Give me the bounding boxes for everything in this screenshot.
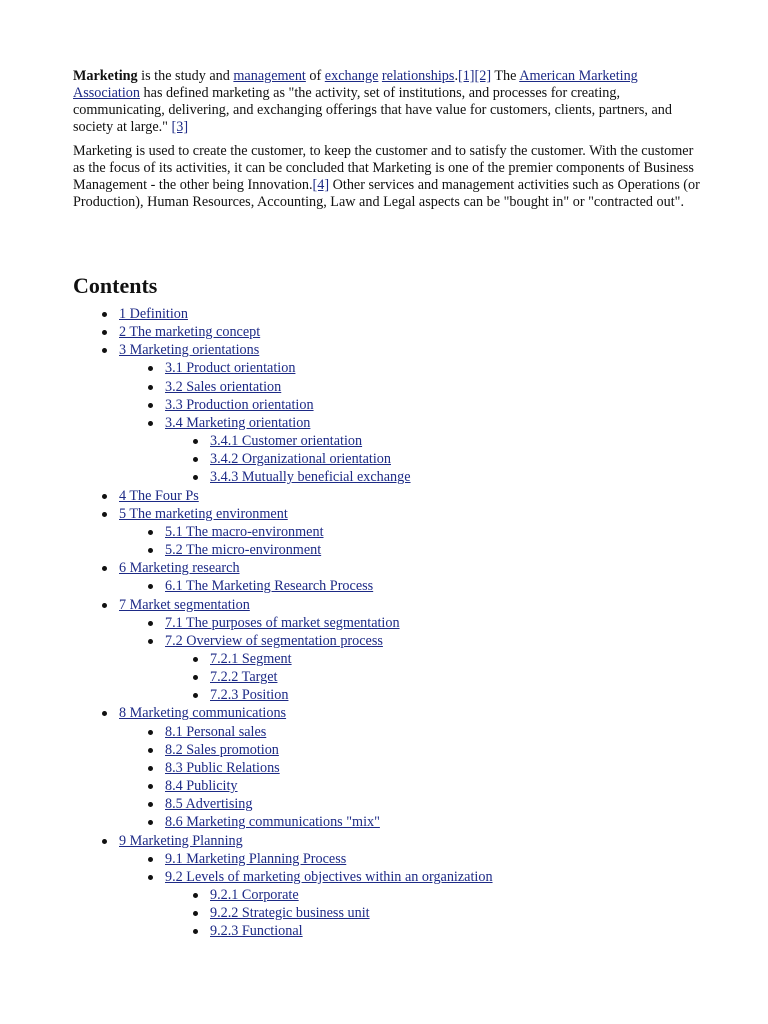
toc-row [0, 723, 768, 741]
bullet-icon [193, 693, 198, 698]
toc-link-3-3-production-orientation[interactable]: 3.3 Production orientation [165, 396, 314, 413]
bullet-icon [148, 875, 153, 880]
toc-item [0, 541, 768, 559]
toc-link-5-2-the-micro-environment[interactable]: 5.2 The micro-environment [165, 542, 322, 559]
toc-item [0, 632, 768, 705]
bullet-icon [102, 711, 107, 716]
toc-sublist [0, 577, 768, 595]
toc-link-3-marketing-orientations[interactable]: 3 Marketing orientations [119, 342, 260, 359]
toc-item [0, 668, 768, 686]
link-relationships[interactable]: relationships [381, 68, 455, 84]
bullet-icon [102, 839, 107, 844]
contents-heading: Contents [73, 273, 158, 298]
toc-item [0, 468, 768, 486]
toc-item [0, 832, 768, 941]
toc-link-7-2-1-segment[interactable]: 7.2.1 Segment [210, 650, 292, 667]
toc-link-9-2-2-strategic-business-unit[interactable]: 9.2.2 Strategic business unit [210, 905, 370, 922]
toc-item [0, 922, 768, 940]
toc-item [0, 777, 768, 795]
toc-link-7-2-3-position[interactable]: 7.2.3 Position [210, 687, 289, 704]
toc-row [0, 850, 768, 868]
toc-link-1-definition[interactable]: 1 Definition [119, 306, 188, 322]
link-exchange[interactable]: exchange [324, 68, 379, 84]
toc-row [0, 904, 768, 922]
toc-link-8-marketing-communications[interactable]: 8 Marketing communications [119, 705, 287, 722]
toc-item [0, 904, 768, 922]
link-management[interactable]: management [233, 68, 306, 84]
term-marketing: Marketing [73, 68, 138, 84]
bullet-icon [102, 330, 107, 335]
toc-item [0, 795, 768, 813]
bullet-icon [193, 929, 198, 934]
toc-item [0, 432, 768, 450]
bullet-icon [148, 730, 153, 735]
toc-item [0, 813, 768, 831]
toc-link-6-1-the-marketing-research-process[interactable]: 6.1 The Marketing Research Process [165, 578, 374, 595]
toc-sublist [0, 650, 768, 704]
toc-link-4-the-four-ps[interactable]: 4 The Four Ps [119, 487, 199, 504]
toc-row [0, 432, 768, 450]
toc-item [0, 759, 768, 777]
toc-row [0, 886, 768, 904]
bullet-icon [102, 312, 107, 317]
bullet-icon [148, 366, 153, 371]
toc-row [0, 396, 768, 414]
toc-link-8-6-marketing-communications-mix[interactable]: 8.6 Marketing communications "mix" [165, 814, 380, 831]
bullet-icon [102, 512, 107, 517]
bullet-icon [193, 439, 198, 444]
toc-link-8-3-public-relations[interactable]: 8.3 Public Relations [165, 759, 280, 776]
toc-row [0, 668, 768, 686]
bullet-icon [148, 820, 153, 825]
toc-item [0, 704, 768, 831]
toc-item [0, 559, 768, 595]
toc-row [0, 305, 768, 323]
toc-item [0, 341, 768, 486]
toc-item [0, 450, 768, 468]
bullet-icon [193, 911, 198, 916]
text-fragment: of [305, 68, 325, 84]
toc-link-8-5-advertising[interactable]: 8.5 Advertising [165, 796, 253, 813]
bullet-icon [193, 675, 198, 680]
text-fragment: . [454, 68, 458, 84]
toc-link-9-2-1-corporate[interactable]: 9.2.1 Corporate [210, 887, 299, 903]
toc-sublist [0, 850, 768, 941]
intro-paragraph-2 [73, 143, 703, 211]
toc-row [0, 596, 768, 614]
toc-item [0, 305, 768, 323]
bullet-icon [102, 494, 107, 499]
intro-paragraph-1 [73, 68, 703, 136]
toc-row [0, 614, 768, 632]
toc-item [0, 414, 768, 487]
toc-row [0, 632, 768, 650]
toc-link-9-1-marketing-planning-process[interactable]: 9.1 Marketing Planning Process [165, 850, 347, 867]
bullet-icon [102, 348, 107, 353]
bullet-icon [148, 548, 153, 553]
toc-link-3-2-sales-orientation[interactable]: 3.2 Sales orientation [165, 378, 282, 395]
toc-link-3-4-3-mutually-beneficial-exchange[interactable]: 3.4.3 Mutually beneficial exchange [210, 469, 411, 486]
toc-row [0, 378, 768, 396]
text-fragment: Other services and management activities such as Operations (or Production), Human Resources, Accounting, Law and Legal aspects can be "bought in" or "contracted out". [73, 177, 700, 210]
toc-item [0, 614, 768, 632]
bullet-icon [148, 385, 153, 390]
toc-item [0, 850, 768, 868]
bullet-icon [193, 893, 198, 898]
toc-item [0, 886, 768, 904]
toc-item [0, 505, 768, 559]
toc-sublist [0, 523, 768, 559]
toc-row [0, 414, 768, 432]
toc-link-7-1-the-purposes-of-market-segmentation[interactable]: 7.1 The purposes of market segmentation [165, 614, 400, 631]
toc-link-7-market-segmentation[interactable]: 7 Market segmentation [119, 596, 250, 613]
toc-sublist [0, 614, 768, 705]
toc-row [0, 795, 768, 813]
toc-row [0, 505, 768, 523]
link-american-marketing-association[interactable]: American Marketing Association [73, 68, 638, 101]
toc-item [0, 650, 768, 668]
toc-item [0, 523, 768, 541]
bullet-icon [148, 766, 153, 771]
toc-link-7-2-2-target[interactable]: 7.2.2 Target [210, 669, 278, 686]
toc-item [0, 487, 768, 505]
toc-link-3-4-2-organizational-orientation[interactable]: 3.4.2 Organizational orientation [210, 451, 391, 468]
toc-link-5-the-marketing-environment[interactable]: 5 The marketing environment [119, 505, 288, 522]
toc-sublist [0, 723, 768, 832]
toc-link-9-2-levels-of-marketing-objectives-within-an-organization[interactable]: 9.2 Levels of marketing objectives within an organization [165, 868, 493, 885]
toc-item [0, 359, 768, 377]
bullet-icon [148, 802, 153, 807]
bullet-icon [148, 784, 153, 789]
toc-link-8-1-personal-sales[interactable]: 8.1 Personal sales [165, 723, 267, 740]
bullet-icon [148, 639, 153, 644]
toc-row [0, 759, 768, 777]
bullet-icon [148, 621, 153, 626]
text-fragment: Marketing is used to create the customer, to keep the customer and to satisfy the customer. With the customer as the focus of its activities, it can be concluded that Marketing is one of the premier components of Business Management - the other being Innovation. [73, 143, 694, 193]
bullet-icon [148, 403, 153, 408]
citation-link-1[interactable]: [1] [457, 68, 475, 84]
bullet-icon [148, 748, 153, 753]
toc-row [0, 922, 768, 940]
toc-row [0, 323, 768, 341]
toc-item [0, 868, 768, 941]
citation-link-3[interactable]: [3] [171, 119, 189, 135]
toc-link-8-2-sales-promotion[interactable]: 8.2 Sales promotion [165, 741, 279, 758]
toc-row [0, 686, 768, 704]
toc-row [0, 559, 768, 577]
toc-item [0, 723, 768, 741]
toc-row [0, 832, 768, 850]
toc-link-2-the-marketing-concept[interactable]: 2 The marketing concept [119, 324, 261, 341]
toc-link-6-marketing-research[interactable]: 6 Marketing research [119, 560, 240, 577]
bullet-icon [148, 530, 153, 535]
toc-row [0, 341, 768, 359]
toc-row [0, 359, 768, 377]
toc-row [0, 650, 768, 668]
toc-link-5-1-the-macro-environment[interactable]: 5.1 The macro-environment [165, 523, 324, 540]
table-of-contents [0, 305, 768, 940]
toc-row [0, 577, 768, 595]
toc-row [0, 450, 768, 468]
toc-sublist [0, 359, 768, 486]
citation-link-4[interactable]: [4] [312, 177, 330, 193]
toc-row [0, 704, 768, 722]
text-fragment: The [491, 68, 520, 84]
toc-link-9-marketing-planning[interactable]: 9 Marketing Planning [119, 832, 243, 849]
toc-link-3-1-product-orientation[interactable]: 3.1 Product orientation [165, 360, 296, 377]
toc-row [0, 487, 768, 505]
citation-link-2[interactable]: [2] [474, 68, 492, 84]
toc-row [0, 541, 768, 559]
toc-item [0, 596, 768, 705]
toc-row [0, 523, 768, 541]
bullet-icon [148, 584, 153, 589]
text-fragment: has defined marketing as "the activity, set of institutions, and processes for creating, communicating, delivering, and exchanging offerings that have value for customers, clients, partners, and society at large." [73, 85, 672, 135]
toc-sublist [0, 432, 768, 486]
toc-row [0, 468, 768, 486]
toc-link-8-4-publicity[interactable]: 8.4 Publicity [165, 778, 238, 795]
toc-row [0, 741, 768, 759]
toc-row [0, 777, 768, 795]
bullet-icon [193, 475, 198, 480]
toc-link-3-4-1-customer-orientation[interactable]: 3.4.1 Customer orientation [210, 433, 363, 450]
toc-item [0, 396, 768, 414]
text-fragment: is the study and [137, 68, 234, 84]
bullet-icon [102, 566, 107, 571]
toc-row [0, 813, 768, 831]
toc-link-9-2-3-functional[interactable]: 9.2.3 Functional [210, 923, 303, 940]
toc-row [0, 868, 768, 886]
bullet-icon [148, 421, 153, 426]
bullet-icon [193, 457, 198, 462]
toc-link-7-2-overview-of-segmentation-process[interactable]: 7.2 Overview of segmentation process [165, 632, 383, 649]
bullet-icon [102, 603, 107, 608]
toc-link-3-4-marketing-orientation[interactable]: 3.4 Marketing orientation [165, 414, 311, 431]
bullet-icon [193, 657, 198, 662]
toc-sublist [0, 886, 768, 940]
toc-item [0, 378, 768, 396]
toc-item [0, 323, 768, 341]
toc-item [0, 577, 768, 595]
toc-item [0, 686, 768, 704]
toc-item [0, 741, 768, 759]
bullet-icon [148, 857, 153, 862]
